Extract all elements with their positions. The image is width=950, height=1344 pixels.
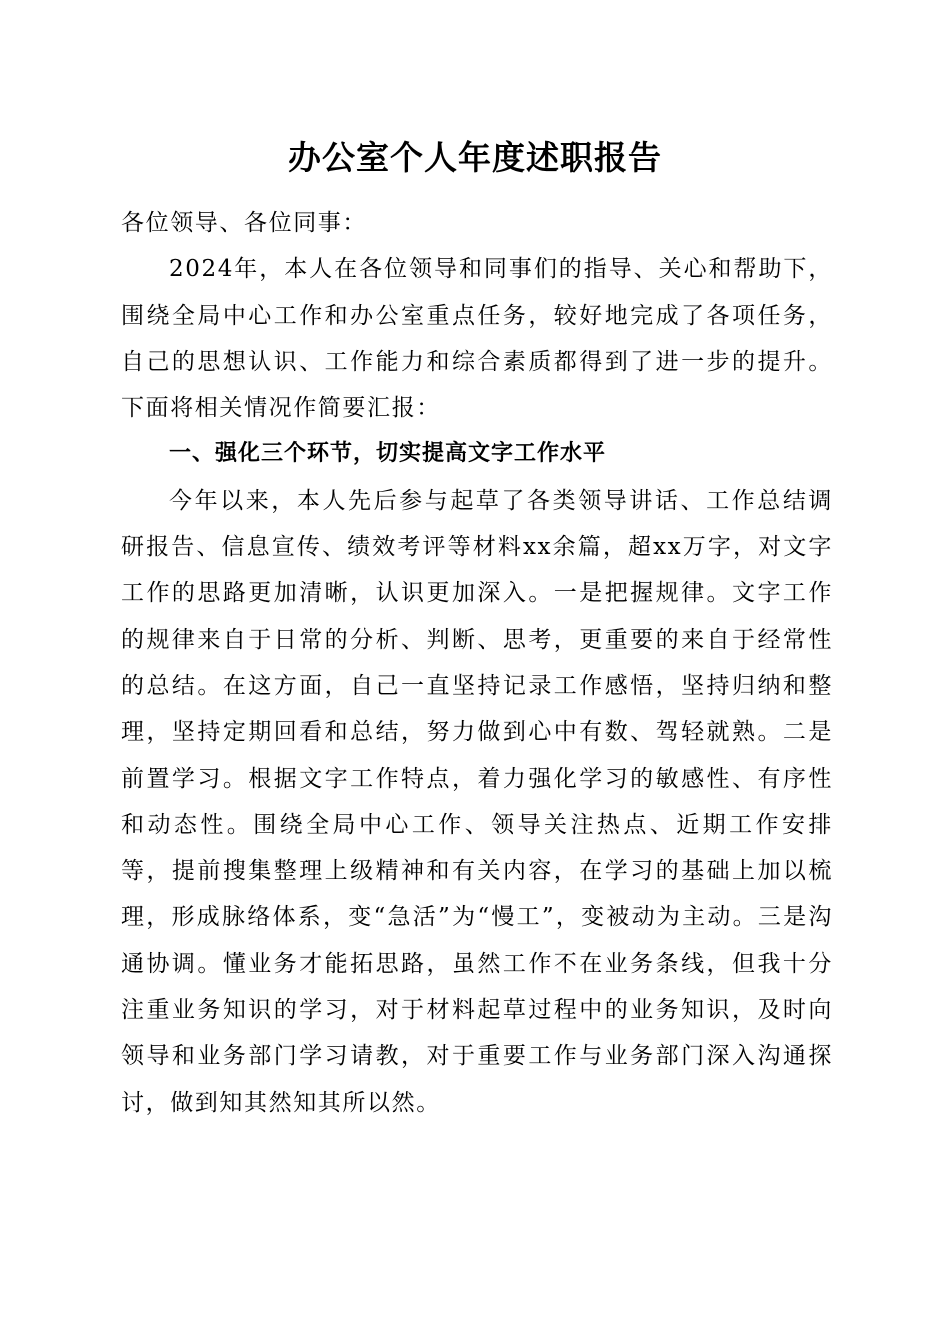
section-heading-1: 一、强化三个环节，切实提高文字工作水平: [169, 441, 607, 467]
salutation: 各位领导、各位同事：: [121, 210, 367, 236]
section-1-paragraph: 今年以来，本人先后参与起草了各类领导讲话、工作总结调研报告、信息宣传、绩效考评等材料xx余篇，超xx万字，对文字工作的思路更加清晰，认识更加深入。一是把握规律。文字工作的规律来自于日常的分析、判断、思考，更重要的来自于经常性的总结。在这方面，自己一直坚持记录工作感悟，坚持归纳和整理，坚持定期回看和总结，努力做到心中有数、驾轻就熟。二是前置学习。根据文字工作特点，着力强化学习的敏感性、有序性和动态性。围绕全局中心工作、领导关注热点、近期工作安排等，提前搜集整理上级精神和有关内容，在学习的基础上加以梳理，形成脉络体系，变“急活”为“慢工”，变被动为主动。三是沟通协调。懂业务才能拓思路，虽然工作不在业务条线，但我十分注重业务知识的学习，对于材料起草过程中的业务知识，及时向领导和业务部门学习请教，对于重要工作与业务部门深入沟通探讨，做到知其然知其所以然。: [121, 487, 833, 1116]
intro-paragraph: 2024年，本人在各位领导和同事们的指导、关心和帮助下，围绕全局中心工作和办公室重点任务，较好地完成了各项任务，自己的思想认识、工作能力和综合素质都得到了进一步的提升。下面将相关情况作简要汇报：: [121, 256, 833, 422]
document-body: [121, 200, 833, 1126]
document-title: 办公室个人年度述职报告: [288, 138, 662, 177]
